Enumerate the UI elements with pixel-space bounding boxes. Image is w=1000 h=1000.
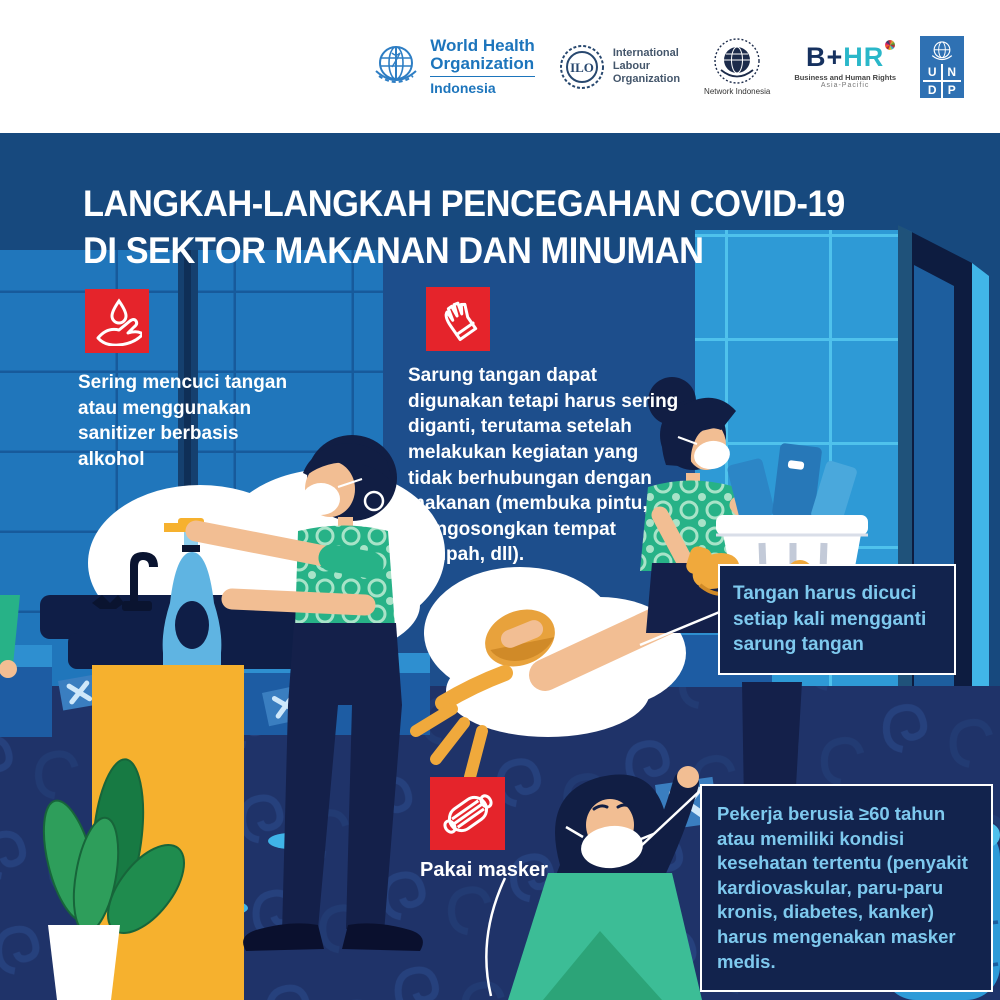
bhr-plus: + — [826, 41, 844, 72]
sdg-wheel-icon — [885, 40, 895, 50]
page-title — [83, 181, 845, 274]
face-mask-icon — [430, 777, 505, 850]
bhr-region: Asia-Pacific — [820, 82, 870, 90]
bhr-wordmark — [806, 41, 885, 72]
undp-letter-d: D — [923, 82, 941, 98]
ungc-emblem-icon — [713, 37, 761, 85]
undp-letter-n: N — [943, 64, 961, 80]
who-country: Indonesia — [430, 76, 535, 96]
who-name-line2: Organization — [430, 53, 535, 73]
ungc-caption: Network Indonesia — [704, 87, 771, 96]
title-line1: LANGKAH-LANGKAH PENCEGAHAN COVID-19 — [83, 183, 845, 224]
callout-gloves-note: Tangan harus dicuci setiap kali mengganti sarung tangan — [718, 564, 956, 675]
ilo-abbr: ILO — [569, 59, 594, 75]
who-logo — [370, 37, 535, 97]
illustration-scene — [0, 133, 1000, 1000]
who-emblem-icon — [370, 41, 422, 93]
undp-letter-grid — [923, 64, 961, 98]
step-gloves-text: Sarung tangan dapat digunakan tetapi harus sering diganti, terutama setelah melakukan kegiatan yang tidak berhubungan dengan makanan (membuka pintu, mengosongkan tempat sampah, dll). — [408, 365, 679, 566]
ilo-logo — [559, 44, 680, 90]
title-line2: DI SEKTOR MAKANAN DAN MINUMAN — [83, 229, 704, 271]
who-logo-text — [430, 37, 535, 97]
undp-letter-u: U — [923, 64, 941, 80]
callout-mask-note: Pekerja berusia ≥60 tahun atau memiliki kondisi kesehatan tertentu (penyakit kardiovaskular, paru-paru kronis, diabetes, kanker) harus mengenakan masker medis. — [700, 784, 993, 992]
handwash-icon — [85, 289, 149, 353]
logo-header — [0, 0, 1000, 133]
ilo-emblem-icon — [559, 44, 605, 90]
undp-letter-p: P — [943, 82, 961, 98]
bhr-letter-b: B — [806, 41, 827, 72]
ilo-logo-text — [613, 47, 680, 86]
undp-logo — [920, 36, 964, 98]
bhr-subtitle: Business and Human Rights — [794, 72, 896, 82]
ilo-line1: International — [612, 47, 679, 60]
ilo-line3: Organization — [612, 72, 681, 85]
step-mask-label: Pakai masker — [420, 859, 548, 881]
step-wash-text: Sering mencuci tangan atau menggunakan sanitizer berbasis alkohol — [78, 372, 288, 470]
un-global-compact-logo — [704, 37, 770, 96]
bhr-logo — [794, 41, 896, 90]
bhr-letters-hr: HR — [843, 41, 885, 72]
who-name-line1: World Health — [430, 35, 535, 55]
ilo-line2: Labour — [612, 60, 651, 73]
undp-emblem-icon — [929, 39, 955, 63]
gloves-icon — [426, 287, 490, 351]
